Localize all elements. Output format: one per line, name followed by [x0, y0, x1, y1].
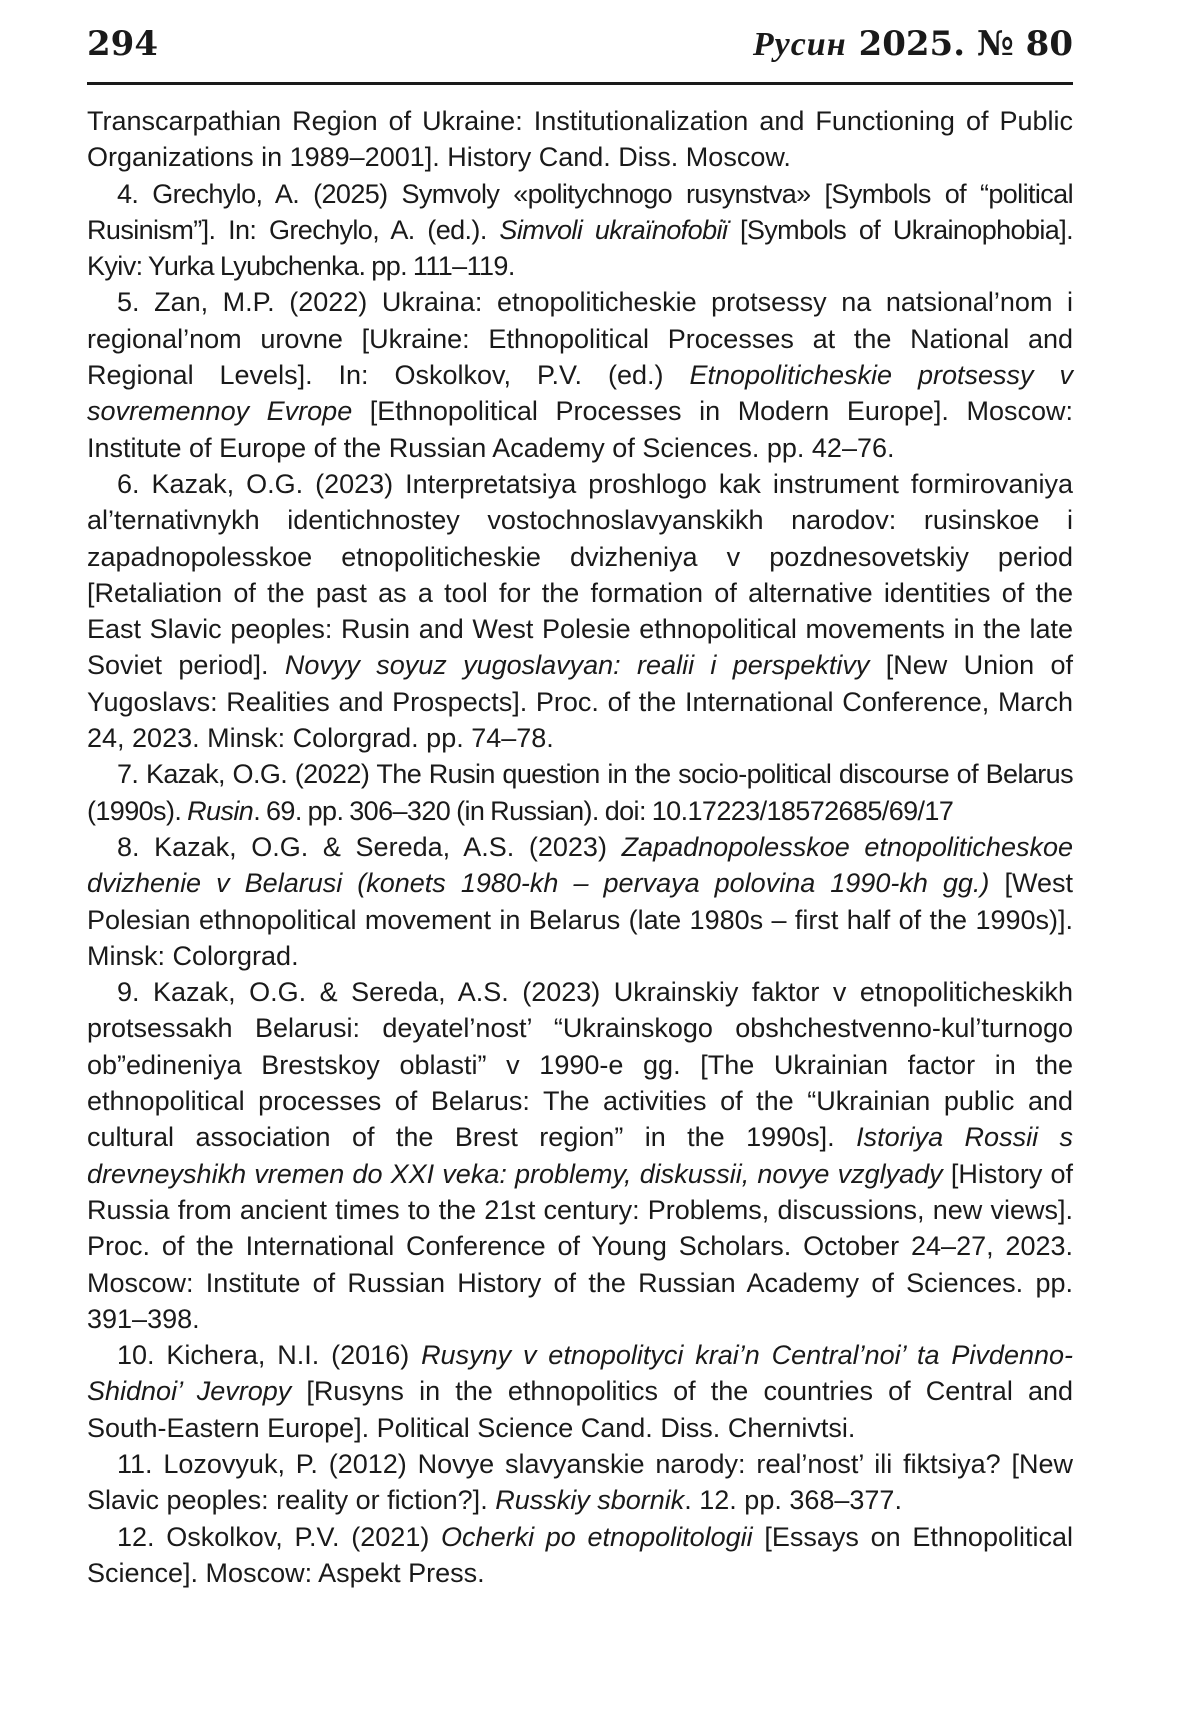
reference-item-7 [87, 756, 1073, 829]
reference-item-9 [87, 974, 1073, 1337]
reference-title: Ocherki po etnopolitologii [441, 1521, 753, 1552]
journal-name: Русин [752, 26, 847, 63]
reference-text: 11. Lozovyuk, P. (2012) Novye slavyanskie narody: real’nost’ ili fiktsiya? [New Slavic peoples: reality or fiction?]. [87, 1448, 1073, 1516]
reference-item-6 [87, 466, 1073, 756]
reference-text: . 69. pp. 306–320 (in Russian). doi: 10.17223/18572685/69/17 [253, 795, 954, 826]
reference-text: [Rusyns in the ethnopolitics of the countries of Central and South-Eastern Europe]. Political Science Cand. Diss. Chernivtsi. [87, 1376, 1074, 1443]
reference-text: [Ethnopolitical Processes in Modern Europe]. Moscow: Institute of Europe of the Russian Academy of Sciences. pp. 42–76. [87, 396, 1073, 463]
reference-text: [History of Russia from ancient times to the 21st century: Problems, discussions, new views]. Proc. of the International Conference of Young Scholars. October 24–27, 2023. Moscow: Institute of Russian History of the Russian Academy of Sciences. pp. 391–398. [87, 1158, 1073, 1334]
reference-text: 12. Oskolkov, P.V. (2021) [117, 1521, 442, 1552]
reference-text: [West Polesian ethnopolitical movement in Belarus (late 1980s – first half of the 1990s)]. Minsk: Colorgrad. [87, 868, 1073, 971]
reference-title: Zapadnopolesskoe etnopoliticheskoe dvizhenie v Belarusi (konets 1980-kh – pervaya polovina 1990-kh gg.) [87, 831, 1073, 899]
reference-title: Novyy soyuz yugoslavyan: realii i perspektivy [284, 650, 870, 681]
reference-text: Transcarpathian Region of Ukraine: Institutionalization and Functioning of Public Organizations in 1989–2001]. History Cand. Diss. Moscow. [87, 106, 1073, 173]
reference-title: Simvoli ukraïnofobiї [499, 214, 728, 245]
page [87, 0, 1073, 1591]
reference-text: 7. Kazak, O.G. (2022) The Rusin question in the socio-political discourse of Belarus (1990s). [87, 759, 1073, 826]
reference-item-10 [87, 1337, 1073, 1446]
reference-text: . 12. pp. 368–377. [684, 1485, 902, 1516]
reference-item-5 [87, 284, 1073, 465]
reference-item-11 [87, 1446, 1073, 1519]
reference-text: 10. Kichera, N.I. (2016) [117, 1340, 422, 1371]
reference-text: 4. Grechylo, A. (2025) Symvoly «politychnogo rusynstva» [Symbols of “political Rusinism”]. In: Grechylo, A. (ed.). [87, 178, 1073, 245]
reference-text: 6. Kazak, O.G. (2023) Interpretatsiya proshlogo kak instrument formirovaniya al’ternativnykh identichnostey vostochnoslavyanskikh narodov: rusinskoe i zapadnopolesskoe etnopoliticheskie dvizheniya v pozdnesovetskiy period [Retaliation of the past as a tool for the formation of alternative identities of the East Slavic peoples: Rusin and West Polesie ethnopolitical movements in the late Soviet period]. [87, 468, 1073, 681]
running-head [87, 0, 1073, 85]
reference-text: 9. Kazak, O.G. & Sereda, A.S. (2023) Ukrainskiy faktor v etnopoliticheskikh protsessakh Belarusi: deyatel’nost’ “Ukrainskogo obshchestvenno-kul’turnogo ob”edineniya Brestskoy oblasti” v 1990-e gg. [The Ukrainian factor in the ethnopolitical processes of Belarus: The activities of the “Ukrainian public and cultural association of the Brest region” in the 1990s]. [87, 977, 1073, 1153]
reference-title: Etnopoliticheskie protsessy v sovremennoy Evrope [87, 360, 1073, 427]
journal-issue: 2025. № 80 [858, 24, 1073, 64]
reference-title: Russkiy sbornik [495, 1485, 685, 1516]
reference-text: [New Union of Yugoslavs: Realities and Prospects]. Proc. of the International Conference, March 24, 2023. Minsk: Colorgrad. pp. 74–78. [87, 650, 1073, 754]
reference-text: [Essays on Ethnopolitical Science]. Moscow: Aspekt Press. [87, 1521, 1073, 1588]
reference-title: Rusyny v etnopolityci krai’n Central’noi’ ta Pivdenno-Shidnoi’ Jevropy [87, 1340, 1074, 1407]
page-number: 294 [87, 24, 158, 64]
reference-item-8 [87, 829, 1073, 974]
reference-text: 5. Zan, M.P. (2022) Ukraina: etnopoliticheskie protsessy na natsional’nom i regional’nom urovne [Ukraine: Ethnopolitical Processes at the National and Regional Levels]. In: Oskolkov, P.V. (ed.) [87, 287, 1073, 391]
reference-item-4 [87, 176, 1073, 285]
reference-continued [87, 103, 1073, 176]
reference-item-12 [87, 1519, 1073, 1592]
reference-text: 8. Kazak, O.G. & Sereda, A.S. (2023) [117, 831, 622, 862]
reference-title: Istoriya Rossii s drevneyshikh vremen do XXI veka: problemy, diskussii, novye vzglyady [87, 1122, 1073, 1189]
journal-identifier [753, 24, 1073, 65]
reference-list [87, 103, 1073, 1591]
reference-text: [Symbols of Ukrainophobia]. Kyiv: Yurka Lyubchenka. pp. 111–119. [87, 214, 1073, 282]
reference-title: Rusin [187, 795, 254, 826]
